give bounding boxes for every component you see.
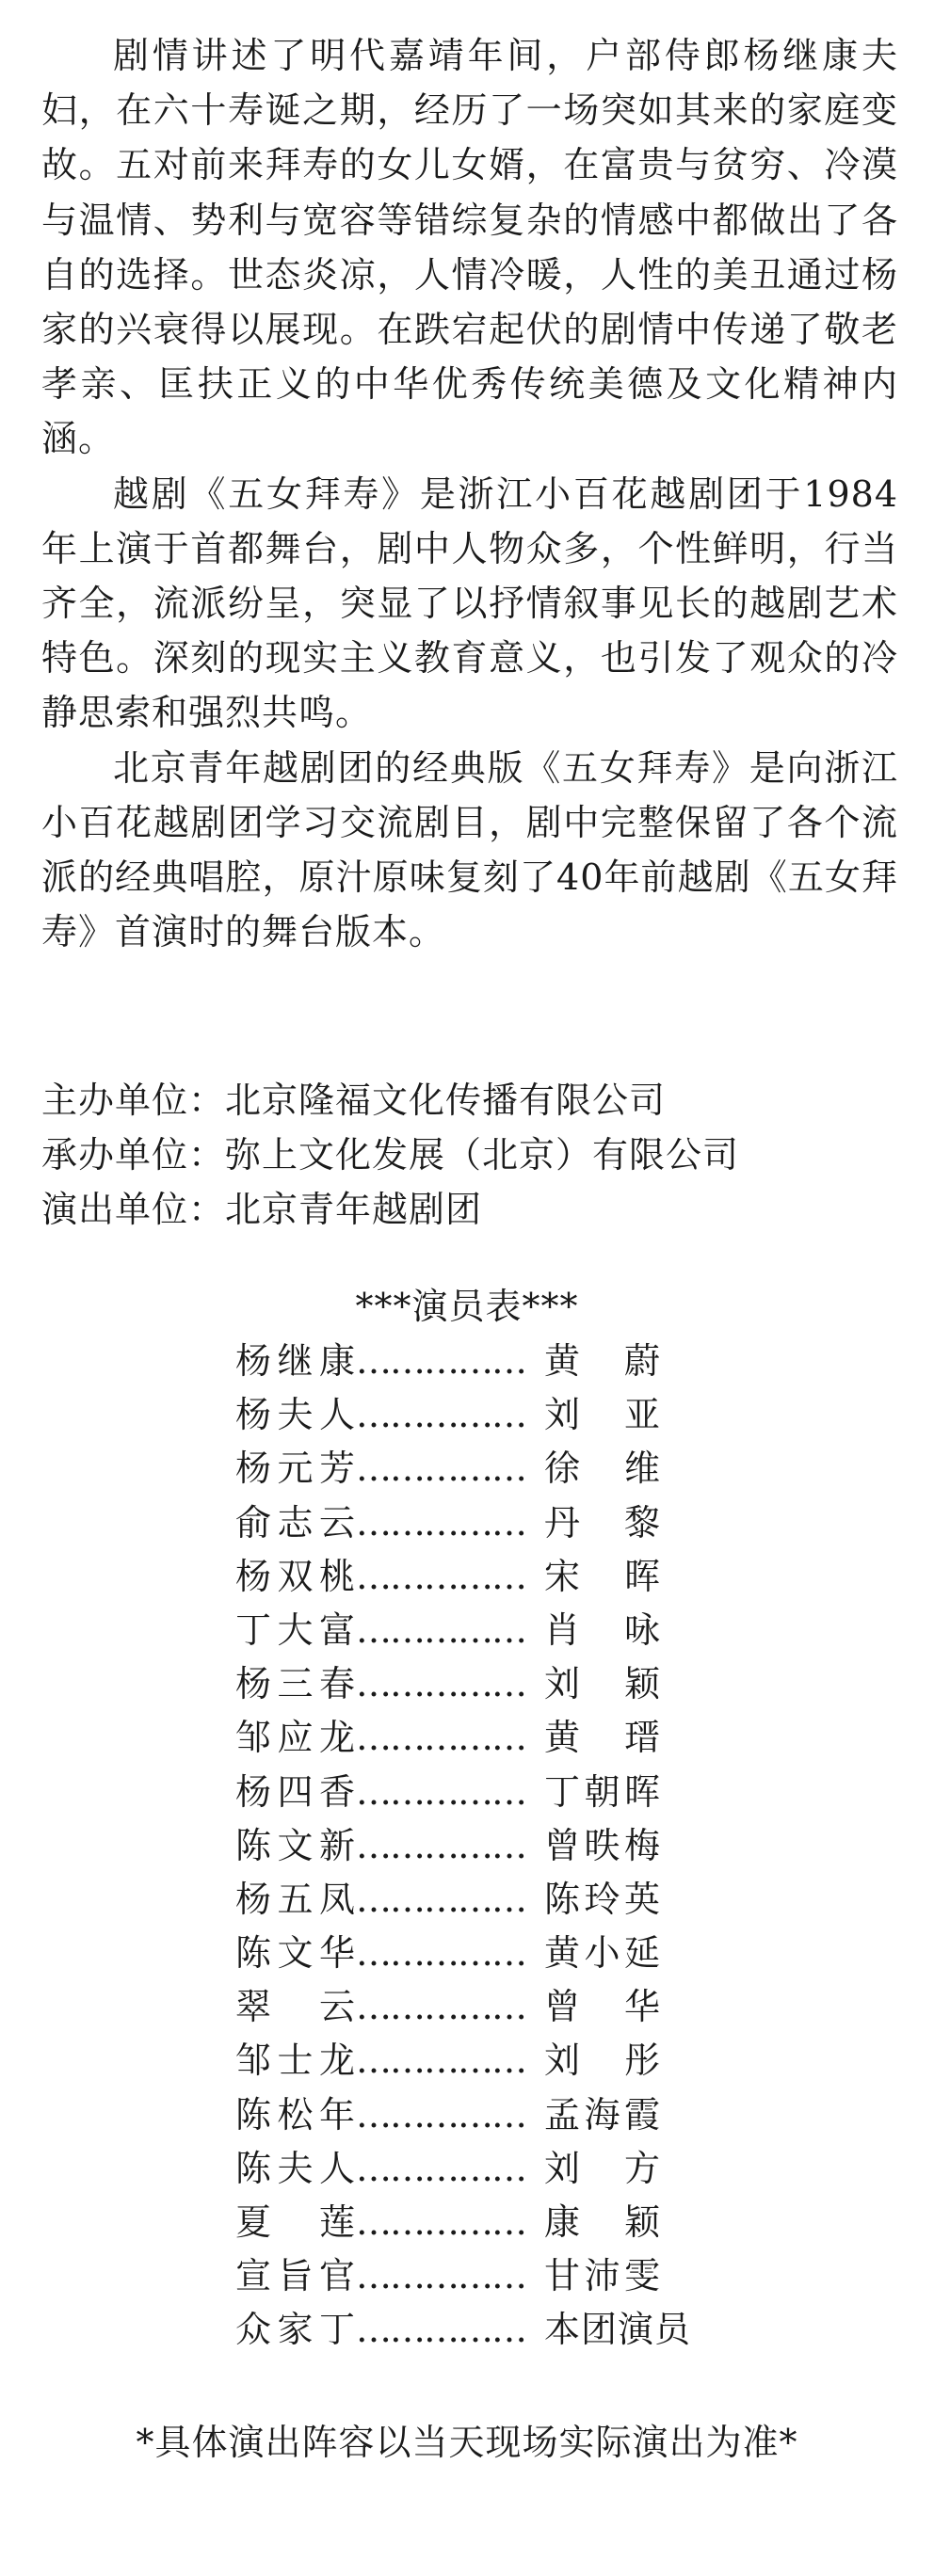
cast-role: 杨双桃 [235,1555,356,1597]
cast-actor: 徐维 [544,1448,661,1490]
cast-leader-dots: …………… [356,1340,525,1382]
cast-actor: 本团演员 [544,2309,692,2351]
cast-leader-dots: …………… [356,2255,525,2297]
cast-row [235,1927,763,1980]
cast-leader-dots: …………… [356,2309,525,2351]
cast-row [235,2142,763,2196]
cast-actor: 宋晖 [544,1555,661,1597]
cast-row [235,2034,763,2088]
host-credit: 主办单位：北京隆福文化传播有限公司 [41,1080,667,1121]
cast-row [235,1604,763,1657]
cast-row [235,2196,763,2249]
intro-paragraph-2: 越剧《五女拜寿》是浙江小百花越剧团于1984年上演于首都舞台，剧中人物众多，个性鲜明，行当齐全，流派纷呈，突显了以抒情叙事见长的越剧艺术特色。深刻的现实主义教育意义，也引发了观众的冷静思索和强烈共鸣。 [41,472,898,734]
cast-leader-dots: …………… [356,2201,525,2243]
cast-role: 杨元芳 [235,1448,356,1490]
cast-leader-dots: …………… [356,1932,525,1975]
cast-role: 丁大富 [235,1608,356,1651]
cast-row [235,1550,763,1604]
cast-leader-dots: …………… [356,2093,525,2136]
cast-row [235,1766,763,1819]
cast-actor: 甘沛雯 [544,2255,661,2297]
cast-row [235,1442,763,1496]
cast-actor: 刘彤 [544,2040,661,2082]
cast-row [235,1980,763,2034]
cast-leader-dots: …………… [356,1608,525,1651]
cast-leader-dots: …………… [356,2040,525,2082]
cast-role: 陈松年 [235,2093,356,2136]
cast-disclaimer: *具体演出阵容以当天现场实际演出为准* [136,2422,798,2463]
intro-paragraph-3: 北京青年越剧团的经典版《五女拜寿》是向浙江小百花越剧团学习交流剧目，剧中完整保留了各个流派的经典唱腔，原汁原味复刻了40年前越剧《五女拜寿》首演时的舞台版本。 [41,746,898,953]
cast-role: 杨四香 [235,1770,356,1813]
cast-role: 杨夫人 [235,1394,356,1436]
cast-leader-dots: …………… [356,1878,525,1920]
cast-role: 杨三春 [235,1663,356,1705]
cast-row [235,1819,763,1873]
cast-row [235,2303,763,2357]
cast-role: 陈文华 [235,1932,356,1975]
cast-actor: 刘方 [544,2147,661,2189]
cast-actor: 黄蔚 [544,1340,661,1382]
cast-actor: 陈玲英 [544,1878,661,1920]
cast-leader-dots: …………… [356,1986,525,2028]
intro-section [41,28,898,959]
cast-leader-dots: …………… [356,1394,525,1436]
cast-role: 陈夫人 [235,2147,356,2189]
cast-role: 翠云 [235,1986,356,2028]
cast-actor: 丹黎 [544,1501,661,1544]
cast-role: 夏莲 [235,2201,356,2243]
cast-leader-dots: …………… [356,1448,525,1490]
cast-role: 杨继康 [235,1340,356,1382]
cast-role: 陈文新 [235,1824,356,1866]
cast-role: 宣旨官 [235,2255,356,2297]
cast-actor: 黄瑨 [544,1717,661,1759]
cast-leader-dots: …………… [356,2147,525,2189]
cast-actor: 刘亚 [544,1394,661,1436]
intro-paragraph-1: 剧情讲述了明代嘉靖年间，户部侍郎杨继康夫妇，在六十寿诞之期，经历了一场突如其来的家庭变故。五对前来拜寿的女儿女婿，在富贵与贫穷、冷漠与温情、势利与宽容等错综复杂的情感中都做出了各自的选择。世态炎凉，人情冷暖，人性的美丑通过杨家的兴衰得以展现。在跌宕起伏的剧情中传递了敬老孝亲、匡扶正义的中华优秀传统美德及文化精神内涵。 [41,35,898,460]
cast-actor: 丁朝晖 [544,1770,661,1813]
cast-actor: 孟海霞 [544,2093,661,2136]
cast-list [235,1335,763,2358]
cast-leader-dots: …………… [356,1663,525,1705]
cast-row [235,2088,763,2142]
cast-leader-dots: …………… [356,1770,525,1813]
cast-role: 邹应龙 [235,1717,356,1759]
cast-actor: 曾昳梅 [544,1824,661,1866]
cast-leader-dots: …………… [356,1555,525,1597]
cast-actor: 刘颖 [544,1663,661,1705]
cast-actor: 曾华 [544,1986,661,2028]
cast-actor: 肖咏 [544,1608,661,1651]
cast-row [235,1335,763,1388]
cast-row [235,2249,763,2303]
cast-actor: 康颖 [544,2201,661,2243]
performer-credit: 演出单位：北京青年越剧团 [41,1189,483,1230]
cast-role: 众家丁 [235,2309,356,2351]
cast-row [235,1657,763,1711]
cast-leader-dots: …………… [356,1824,525,1866]
cast-row [235,1711,763,1765]
cast-role: 杨五凤 [235,1878,356,1920]
cast-row [235,1873,763,1927]
cast-list-title: ***演员表*** [355,1286,579,1327]
cast-leader-dots: …………… [356,1717,525,1759]
cast-actor: 黄小延 [544,1932,661,1975]
cast-row [235,1388,763,1442]
cast-row [235,1496,763,1550]
cast-leader-dots: …………… [356,1501,525,1544]
cast-role: 俞志云 [235,1501,356,1544]
organizer-credit: 承办单位：弥上文化发展（北京）有限公司 [41,1134,740,1176]
cast-role: 邹士龙 [235,2040,356,2082]
credits-section [41,1073,739,1237]
